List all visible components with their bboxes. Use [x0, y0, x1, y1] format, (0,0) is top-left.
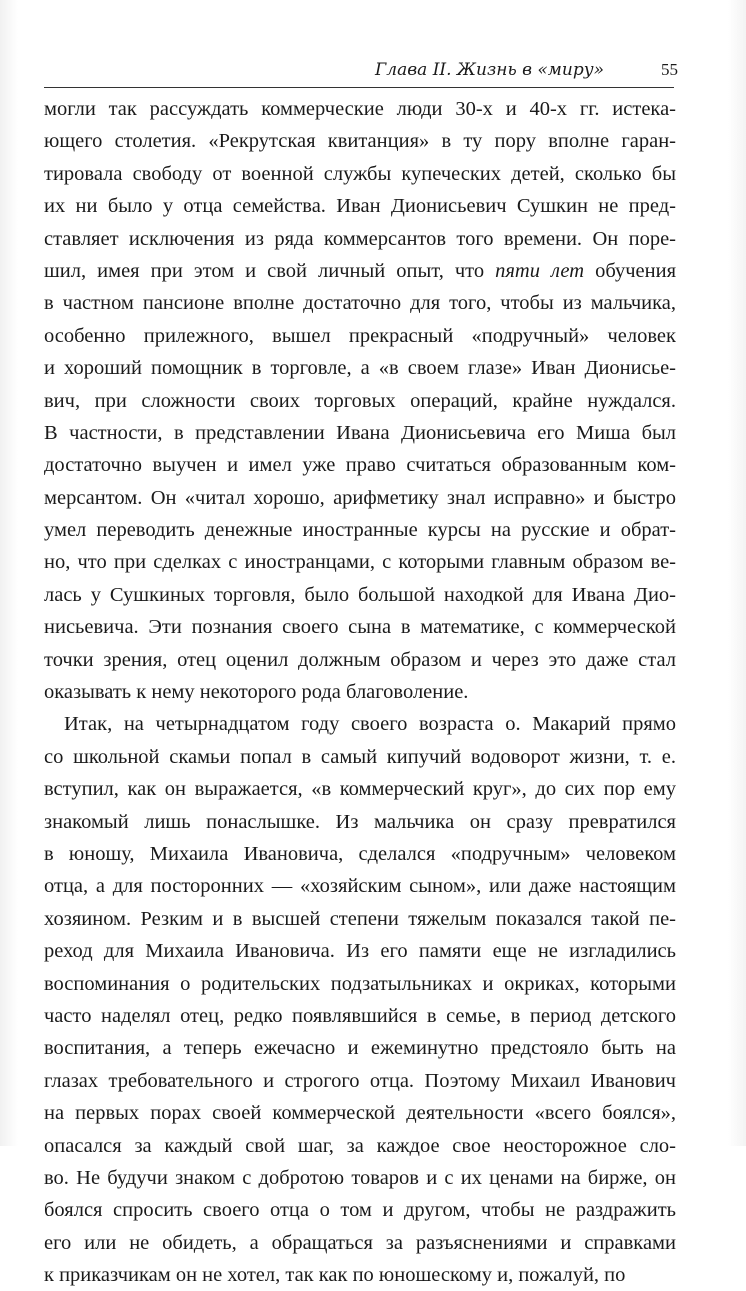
running-header	[44, 58, 678, 88]
text-line	[44, 870, 676, 902]
text-segment: во. Не будучи знаком с добротою товаров и с их ценами на бирже, он	[44, 1166, 676, 1189]
text-line	[44, 125, 676, 157]
text-segment: воспоминания о родительских подзатыльниках и окриках, которыми	[44, 972, 676, 995]
text-line	[44, 385, 676, 417]
text-segment: хозяином. Резким и в высшей степени тяжелым показался такой пе-	[44, 907, 676, 930]
text-segment: нисьевича. Эти познания своего сына в математике, с коммерческой	[44, 616, 676, 639]
text-segment: вич, при сложности своих торговых операций, крайне нуждался.	[44, 389, 676, 412]
text-line	[44, 352, 676, 384]
text-segment: их ни было у отца семейства. Иван Дионисьевич Сушкин не пред-	[44, 195, 676, 218]
text-line	[44, 93, 676, 125]
text-segment: особенно прилежного, вышел прекрасный «подручный» человек	[44, 324, 676, 347]
text-segment: реход для Михаила Ивановича. Из его памяти еще не изгладились	[44, 940, 676, 963]
text-line	[44, 482, 676, 514]
text-line	[44, 1032, 676, 1064]
text-line	[44, 1097, 676, 1129]
text-line	[44, 611, 676, 643]
text-line	[44, 449, 676, 481]
text-segment: воспитания, а теперь ежечасно и ежеминутно предстояло быть на	[44, 1037, 676, 1060]
body-text	[44, 93, 676, 1291]
text-line	[44, 806, 676, 838]
text-segment: боялся спросить своего отца о том и другом, чтобы не раздражить	[44, 1199, 676, 1222]
text-segment: опасался за каждый свой шаг, за каждое свое неосторожное сло-	[44, 1134, 676, 1157]
page-edge-shadow-right	[728, 0, 746, 1146]
text-line	[44, 190, 676, 222]
text-line	[44, 514, 676, 546]
text-segment: достаточно выучен и имел уже право считаться образованным ком-	[44, 454, 676, 477]
text-segment: к приказчикам он не хотел, так как по юношескому и, пожалуй, по	[44, 1264, 626, 1287]
text-line	[44, 255, 676, 287]
text-segment: лась у Сушкиных торговля, было большой находкой для Ивана Дио-	[44, 583, 676, 606]
text-segment: оказывать к нему некоторого рода благоволение.	[44, 681, 469, 704]
text-line	[44, 1259, 676, 1291]
page-edge-shadow-left	[0, 0, 18, 1146]
text-segment: В частности, в представлении Ивана Дионисьевича его Миша был	[44, 421, 676, 444]
text-segment: точки зрения, отец оценил должным образом и через это даже стал	[44, 648, 676, 671]
text-line	[44, 676, 676, 708]
text-line	[44, 741, 676, 773]
text-segment: его или не обидеть, а обращаться за разъяснениями и справками	[44, 1231, 676, 1254]
text-segment: отца, а для посторонних — «хозяйским сыном», или даже настоящим	[44, 875, 676, 898]
emphasized-text: пяти лет	[495, 259, 585, 282]
header-rule	[44, 87, 674, 88]
text-segment: тировала свободу от военной службы купеческих детей, сколько бы	[44, 162, 676, 185]
text-segment: знакомый лишь понаслышке. Из мальчика он сразу превратился	[44, 810, 676, 833]
text-line	[44, 935, 676, 967]
text-line	[44, 417, 676, 449]
text-segment: ставляет исключения из ряда коммерсантов того времени. Он поре-	[44, 227, 676, 250]
text-segment: шил, имея при этом и свой личный опыт, что	[44, 259, 496, 282]
text-segment: со школьной скамьи попал в самый кипучий водоворот жизни, т. е.	[44, 745, 676, 768]
text-segment: часто наделял отец, редко появлявшийся в семье, в период детского	[44, 1004, 676, 1027]
text-segment: в юношу, Михаила Ивановича, сделался «подручным» человеком	[44, 842, 676, 865]
text-line	[44, 320, 676, 352]
text-line	[44, 546, 676, 578]
text-segment: вступил, как он выражается, «в коммерческий круг», до сих пор ему	[44, 778, 676, 801]
text-line	[44, 773, 676, 805]
page-number: 55	[661, 60, 678, 79]
text-line	[44, 579, 676, 611]
text-segment: и хороший помощник в торговле, а «в своем глазе» Иван Дионисье-	[44, 357, 676, 380]
text-segment: обучения	[584, 259, 676, 282]
text-line	[44, 1227, 676, 1259]
text-segment: могли так рассуждать коммерческие люди 30-х и 40-х гг. истека-	[44, 98, 676, 120]
text-segment: но, что при сделках с иностранцами, с которыми главным образом ве-	[44, 551, 676, 574]
text-line	[44, 1194, 676, 1226]
text-line	[44, 287, 676, 319]
text-segment: умел переводить денежные иностранные курсы на русские и обрат-	[44, 519, 676, 542]
text-line	[44, 1162, 676, 1194]
text-segment: на первых порах своей коммерческой деятельности «всего боялся»,	[44, 1102, 676, 1125]
text-segment: мерсантом. Он «читал хорошо, арифметику знал исправно» и быстро	[44, 486, 676, 509]
text-segment: ющего столетия. «Рекрутская квитанция» в ту пору вполне гаран-	[44, 130, 676, 153]
text-segment: глазах требовательного и строгого отца. Поэтому Михаил Иванович	[44, 1069, 676, 1092]
text-line	[44, 1000, 676, 1032]
text-line	[44, 903, 676, 935]
text-line	[44, 644, 676, 676]
text-line	[44, 708, 676, 740]
text-segment: Итак, на четырнадцатом году своего возраста о. Макарий прямо	[64, 713, 676, 736]
text-line	[44, 158, 676, 190]
text-segment: в частном пансионе вполне достаточно для того, чтобы из мальчика,	[44, 292, 676, 315]
text-line	[44, 223, 676, 255]
text-line	[44, 968, 676, 1000]
text-line	[44, 838, 676, 870]
text-line	[44, 1065, 676, 1097]
chapter-title: Глава II. Жизнь в «миру»	[375, 60, 604, 80]
